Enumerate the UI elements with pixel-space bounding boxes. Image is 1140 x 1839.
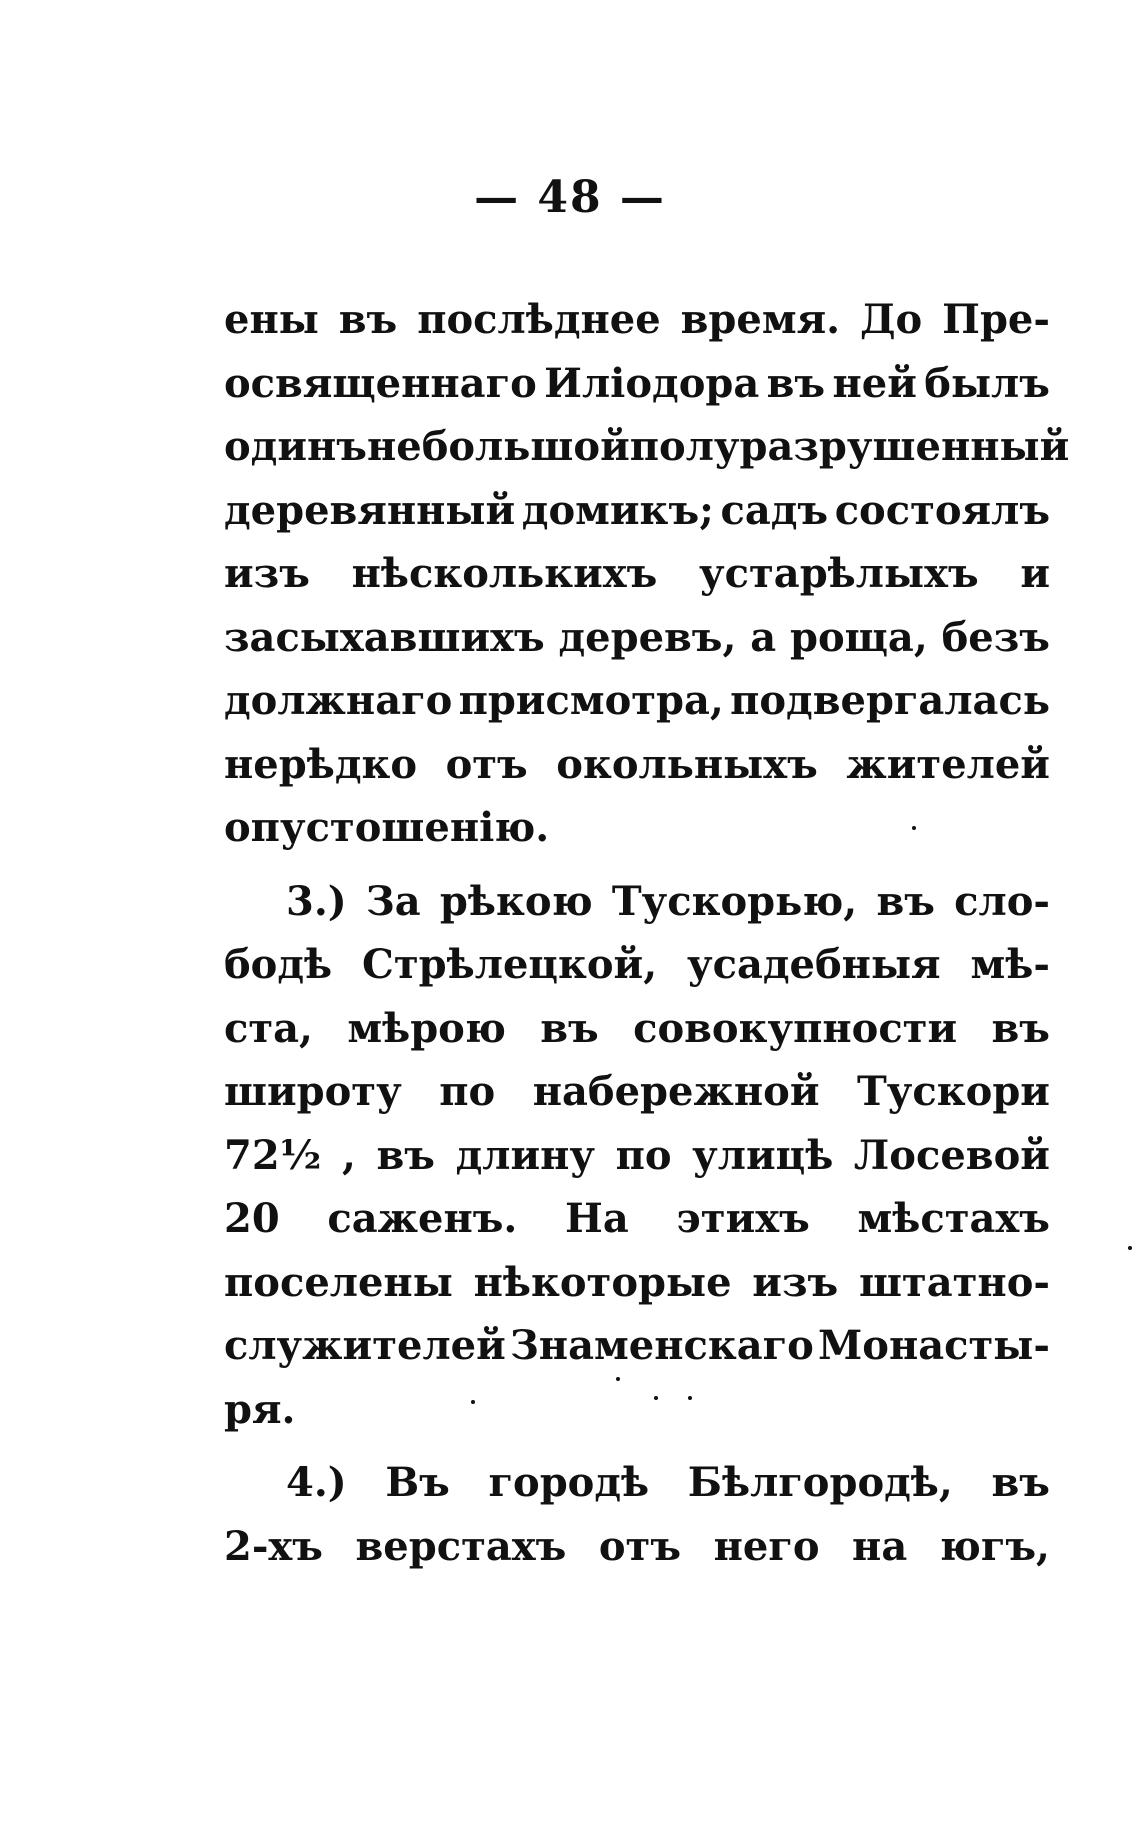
word: Лосевой bbox=[853, 1131, 1050, 1179]
word: него bbox=[713, 1522, 820, 1570]
word: роща, bbox=[790, 613, 928, 661]
word: Въ bbox=[385, 1459, 450, 1506]
word: небольшой bbox=[366, 423, 630, 470]
word: За bbox=[365, 877, 421, 925]
word: длину bbox=[455, 1131, 596, 1179]
word: нѣкоторые bbox=[473, 1258, 732, 1306]
word: полуразрушенный bbox=[629, 423, 1070, 470]
word: Бѣлгородѣ, bbox=[687, 1459, 953, 1506]
word: рѣкою bbox=[439, 877, 593, 925]
word: нѣсколькихъ bbox=[351, 550, 658, 597]
word: Монасты- bbox=[818, 1322, 1050, 1369]
word: На bbox=[565, 1195, 629, 1242]
word: изъ bbox=[752, 1258, 839, 1306]
word: служителей bbox=[224, 1322, 506, 1369]
word: широту bbox=[224, 1068, 402, 1115]
word: состоялъ bbox=[834, 486, 1050, 534]
word: мѣстахъ bbox=[857, 1195, 1050, 1242]
word: саженъ. bbox=[327, 1195, 518, 1242]
word: мѣ- bbox=[970, 941, 1050, 988]
text-line bbox=[224, 1195, 1050, 1259]
word: Знаменскаго bbox=[509, 1322, 814, 1369]
word: засыхавшихъ bbox=[224, 613, 545, 661]
word: окольныхъ bbox=[556, 740, 818, 788]
word: отъ bbox=[445, 740, 528, 788]
word: ста, bbox=[224, 1004, 313, 1052]
word: городѣ bbox=[488, 1459, 650, 1506]
word: и bbox=[1020, 550, 1050, 597]
word: нерѣдко bbox=[224, 740, 418, 788]
word: Тускори bbox=[857, 1068, 1050, 1115]
word: этихъ bbox=[676, 1195, 810, 1242]
word: бодѣ bbox=[224, 941, 333, 988]
word: по bbox=[615, 1131, 672, 1179]
word: улицѣ bbox=[692, 1131, 834, 1179]
word: опустошенію. bbox=[224, 804, 550, 851]
word: въ bbox=[338, 296, 398, 343]
body-text bbox=[224, 296, 1070, 1586]
word: совокупности bbox=[633, 1004, 958, 1052]
text-line bbox=[224, 360, 1050, 424]
word: югъ, bbox=[939, 1522, 1050, 1570]
word: садъ bbox=[720, 486, 829, 534]
text-line bbox=[224, 296, 1050, 360]
text-line bbox=[224, 614, 1050, 678]
word: 4.) bbox=[286, 1459, 347, 1506]
text-line bbox=[224, 1068, 1050, 1132]
word: въ bbox=[540, 1004, 599, 1052]
word: ря. bbox=[224, 1385, 296, 1433]
text-line bbox=[224, 741, 1050, 805]
text-line bbox=[224, 941, 1050, 1005]
word: Стрѣлецкой, bbox=[362, 941, 658, 988]
word: изъ bbox=[224, 550, 310, 597]
word: мѣрою bbox=[347, 1004, 506, 1052]
word: отъ bbox=[598, 1522, 682, 1570]
word: освященнаго bbox=[224, 359, 537, 407]
word: деревъ, bbox=[558, 613, 737, 661]
word: должнаго bbox=[224, 677, 453, 724]
word: 72½ bbox=[224, 1131, 322, 1179]
text-line bbox=[224, 487, 1050, 551]
word: а bbox=[750, 613, 777, 661]
scan-speck bbox=[688, 1396, 692, 1400]
word: набережной bbox=[532, 1068, 820, 1115]
page-number: — 48 — bbox=[474, 172, 666, 223]
word: Тускорью, bbox=[611, 877, 858, 925]
word: Пре- bbox=[942, 296, 1050, 343]
text-line bbox=[224, 804, 1050, 868]
text-line bbox=[224, 1322, 1050, 1386]
scan-speck bbox=[616, 1377, 620, 1381]
scan-speck bbox=[654, 1396, 658, 1400]
text-line bbox=[224, 1386, 1050, 1450]
text-line bbox=[224, 878, 1050, 942]
word: , bbox=[341, 1131, 356, 1179]
text-line bbox=[224, 1259, 1050, 1323]
word: штатно- bbox=[858, 1258, 1050, 1306]
word: 3.) bbox=[286, 877, 347, 925]
word: устарѣлыхъ bbox=[699, 550, 979, 597]
word: 2-хъ bbox=[224, 1522, 323, 1570]
text-line bbox=[224, 1523, 1050, 1587]
word: жителей bbox=[846, 740, 1050, 788]
word: въ bbox=[991, 1459, 1050, 1506]
word: деревянный bbox=[224, 486, 516, 534]
word: безъ bbox=[941, 613, 1050, 661]
scan-speck bbox=[471, 1400, 475, 1404]
text-line bbox=[224, 1005, 1050, 1069]
word: время. bbox=[680, 296, 841, 343]
word: Иліодора bbox=[544, 359, 760, 407]
word: поселены bbox=[224, 1258, 453, 1306]
word: До bbox=[859, 296, 923, 343]
word: ней bbox=[832, 359, 917, 407]
word: присмотра, bbox=[458, 677, 724, 724]
word: былъ bbox=[924, 359, 1050, 407]
word: верстахъ bbox=[355, 1522, 567, 1570]
word: послѣднее bbox=[417, 296, 661, 343]
text-line bbox=[224, 423, 1070, 487]
word: на bbox=[852, 1522, 908, 1570]
scan-speck bbox=[1128, 1246, 1132, 1250]
text-line bbox=[224, 1132, 1050, 1196]
word: въ bbox=[876, 877, 935, 925]
word: подвергалась bbox=[730, 677, 1050, 724]
word: въ bbox=[991, 1004, 1050, 1052]
word: сло- bbox=[954, 877, 1050, 925]
scan-speck bbox=[912, 826, 916, 830]
word: усадебныя bbox=[687, 941, 941, 988]
word: въ bbox=[376, 1131, 435, 1179]
word: по bbox=[439, 1068, 496, 1115]
word: одинъ bbox=[224, 423, 367, 470]
text-line bbox=[224, 677, 1050, 741]
word: въ bbox=[766, 359, 826, 407]
word: домикъ; bbox=[521, 486, 714, 534]
text-line bbox=[224, 550, 1050, 614]
text-line bbox=[224, 1459, 1050, 1523]
word: 20 bbox=[224, 1195, 280, 1242]
word: ены bbox=[224, 296, 319, 343]
